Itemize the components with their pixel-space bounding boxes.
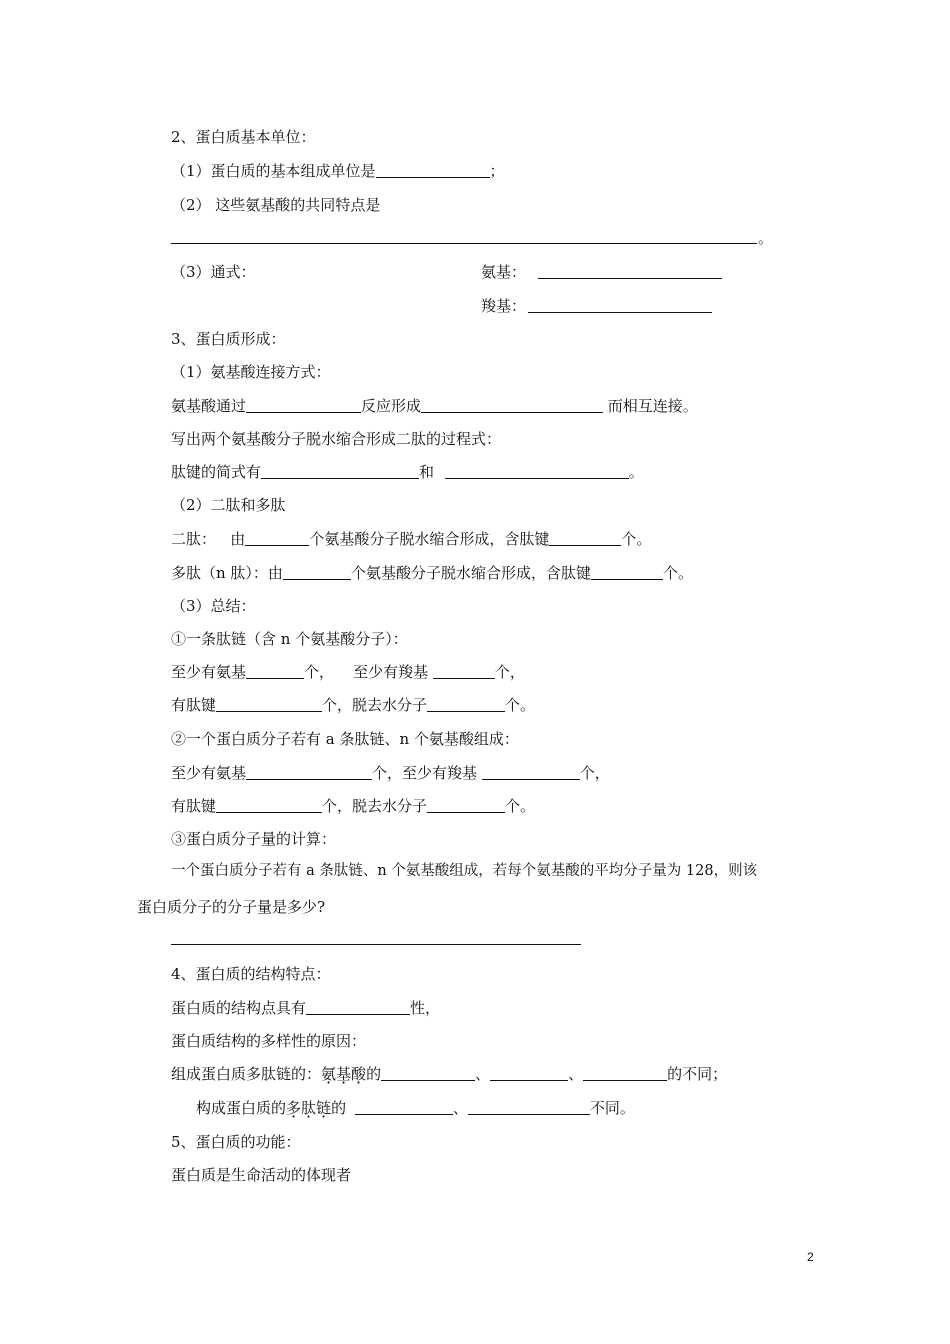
poly-b: 个氨基酸分子脱水缩合形成，含肽键 — [350, 564, 591, 582]
c1-l1-b: 个， 至少有羧基 — [304, 663, 433, 681]
c1-l1-c: 个， — [494, 663, 525, 681]
c2-line-1 — [171, 763, 610, 783]
amino-acid-emphasis — [321, 1065, 366, 1083]
carboxyl-label: 羧基： — [481, 297, 527, 315]
s4-l1-a: 蛋白质的结构点具有 — [171, 999, 307, 1017]
s3-q2-text: （2）二肽和多肽 — [171, 496, 286, 514]
s3-l1-b: 反应形成 — [361, 397, 422, 415]
emph-char: 链 — [316, 1099, 332, 1117]
section-5-title: 5、蛋白质的功能： — [171, 1133, 301, 1151]
c2-bond-blank[interactable] — [216, 796, 322, 813]
c1-water-blank[interactable] — [427, 695, 505, 712]
c1-title: ①一条肽链（含 n 个氨基酸分子）： — [171, 630, 408, 648]
s2-q3-text: （3）通式： — [171, 263, 256, 281]
section-4-title: 4、蛋白质的结构特点： — [171, 965, 331, 983]
amino-line — [481, 262, 722, 282]
peptide-form-blank-2[interactable] — [445, 462, 629, 479]
s4-line-3 — [171, 1064, 727, 1084]
s4-l4-a: 构成蛋白质的 — [196, 1099, 287, 1117]
c1-amino-blank[interactable] — [246, 662, 304, 679]
c1-carboxyl-blank[interactable] — [433, 662, 495, 679]
c1-l2-c: 个。 — [505, 696, 536, 714]
emph-char: 酸 — [351, 1065, 367, 1083]
s3-l1-c: 而相互连接。 — [603, 397, 698, 415]
s2-q1-line — [171, 161, 505, 181]
s4-chain-blank-2[interactable] — [468, 1098, 590, 1115]
s3-q3-text: （3）总结： — [171, 597, 256, 615]
di-blank-2[interactable] — [549, 529, 621, 546]
di-b: 个氨基酸分子脱水缩合形成，含肽键 — [309, 530, 550, 548]
s2-q1-text: （1）蛋白质的基本组成单位是 — [171, 162, 376, 180]
s2-q1-blank[interactable] — [376, 161, 490, 178]
s4-line-2: 蛋白质结构的多样性的原因： — [171, 1032, 367, 1050]
s4-l4-sep: 、 — [452, 1099, 468, 1117]
section-3-title: 3、蛋白质形成： — [171, 330, 286, 348]
s2-q2-blank-rule[interactable] — [171, 243, 757, 244]
c1-line-1 — [171, 662, 525, 682]
s3-l3-b: 和 — [419, 463, 439, 481]
carboxyl-blank[interactable] — [528, 296, 712, 313]
c2-l2-c: 个。 — [505, 797, 536, 815]
c1-l2-a: 有肽键 — [171, 696, 217, 714]
s2-q2-end: 。 — [758, 229, 774, 247]
c3-answer-rule[interactable] — [171, 944, 581, 945]
s4-line-1 — [171, 998, 440, 1018]
c3-question-2: 蛋白质分子的分子量是多少? — [137, 898, 326, 916]
dipeptide-line — [171, 529, 651, 549]
c2-water-blank[interactable] — [427, 796, 505, 813]
section-2-title: 2、蛋白质基本单位： — [171, 128, 316, 146]
poly-blank-2[interactable] — [591, 563, 663, 580]
poly-blank-1[interactable] — [283, 563, 351, 580]
s4-l3-b: 的 — [366, 1065, 382, 1083]
s4-amino-blank-1[interactable] — [381, 1064, 475, 1081]
s4-l4-b: 的 — [331, 1099, 351, 1117]
carboxyl-line — [481, 296, 712, 316]
polypeptide-line — [171, 563, 693, 583]
c2-amino-blank[interactable] — [246, 763, 372, 780]
c3-question-1: 一个蛋白质分子若有 a 条肽链、n 个氨基酸组成，若每个氨基酸的平均分子量为 128，则该 — [171, 863, 758, 879]
c1-line-2 — [171, 695, 535, 715]
s4-amino-blank-2[interactable] — [490, 1064, 568, 1081]
s4-sep-2: 、 — [568, 1065, 584, 1083]
c1-l1-a: 至少有氨基 — [171, 663, 247, 681]
poly-c: 个。 — [662, 564, 693, 582]
page-number: 2 — [807, 1250, 814, 1264]
s3-l2-text: 写出两个氨基酸分子脱水缩合形成二肽的过程式： — [171, 430, 502, 448]
di-a: 二肽： 由 — [171, 530, 246, 548]
emph-char: 肽 — [301, 1099, 317, 1117]
s2-q1-end: ； — [489, 162, 505, 180]
reaction-blank[interactable] — [246, 396, 361, 413]
s4-amino-blank-3[interactable] — [583, 1064, 667, 1081]
bond-blank[interactable] — [421, 396, 603, 413]
s4-line-4 — [196, 1098, 635, 1118]
emph-char: 氨 — [321, 1065, 337, 1083]
emph-char: 多 — [286, 1099, 302, 1117]
amino-blank[interactable] — [538, 262, 722, 279]
c2-l2-b: 个，脱去水分子 — [322, 797, 428, 815]
s2-q2-text: （2） 这些氨基酸的共同特点是 — [171, 196, 381, 214]
di-c: 个。 — [621, 530, 652, 548]
s5-line-1: 蛋白质是生命活动的体现者 — [171, 1166, 352, 1184]
s3-link-line — [171, 396, 698, 416]
peptide-form-blank-1[interactable] — [261, 462, 419, 479]
s3-q1-text: （1）氨基酸连接方式： — [171, 363, 331, 381]
c2-l2-a: 有肽键 — [171, 797, 217, 815]
poly-a: 多肽（n 肽）：由 — [171, 564, 283, 582]
c2-l1-a: 至少有氨基 — [171, 764, 247, 782]
c2-l1-b: 个，至少有羧基 — [372, 764, 482, 782]
di-blank-1[interactable] — [245, 529, 309, 546]
c2-l1-c: 个， — [579, 764, 610, 782]
s4-property-blank[interactable] — [306, 998, 410, 1015]
s3-peptide-line — [171, 462, 644, 482]
c1-l2-b: 个，脱去水分子 — [322, 696, 428, 714]
c1-bond-blank[interactable] — [216, 695, 322, 712]
s4-l1-b: 性， — [410, 999, 441, 1017]
s4-l3-a: 组成蛋白质多肽链的： — [171, 1065, 322, 1083]
c2-line-2 — [171, 796, 535, 816]
amino-label: 氨基： — [481, 263, 527, 281]
c2-title: ②一个蛋白质分子若有 a 条肽链、n 个氨基酸组成： — [171, 730, 519, 748]
emph-char: 基 — [336, 1065, 352, 1083]
s3-l1-a: 氨基酸通过 — [171, 397, 247, 415]
s4-sep-1: 、 — [475, 1065, 491, 1083]
c3-title: ③蛋白质分子量的计算： — [171, 830, 337, 848]
s4-l3-c: 的不同； — [667, 1065, 728, 1083]
s3-l3-a: 肽键的简式有 — [171, 463, 262, 481]
s4-chain-blank-1[interactable] — [355, 1098, 453, 1115]
s3-l3-c: 。 — [628, 463, 644, 481]
s4-l4-c: 不同。 — [589, 1099, 635, 1117]
polypeptide-emphasis — [286, 1099, 331, 1117]
c2-carboxyl-blank[interactable] — [482, 763, 580, 780]
